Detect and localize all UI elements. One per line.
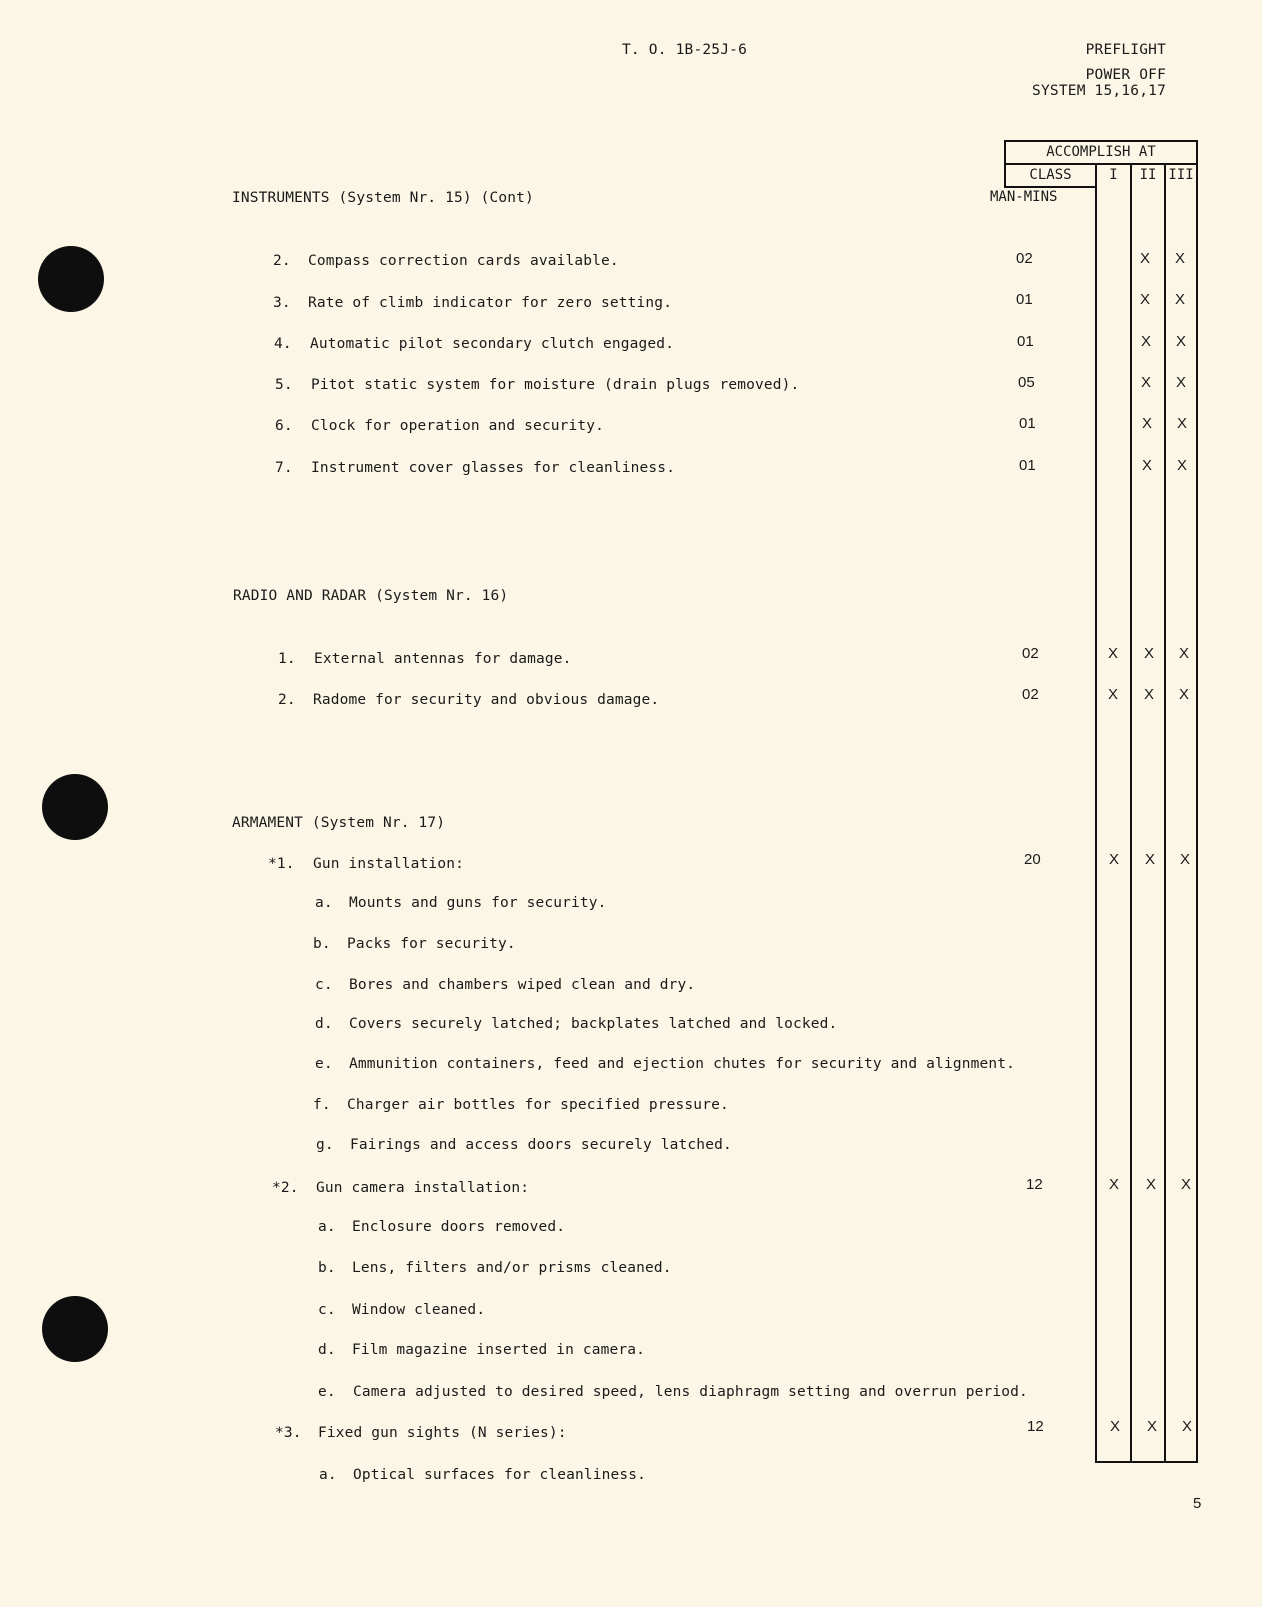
- class-i-header: I: [1109, 167, 1118, 183]
- condition-label: POWER OFF: [1085, 67, 1166, 83]
- class-iii-header: III: [1168, 167, 1194, 183]
- doc-number: T. O. 1B-25J-6: [622, 42, 748, 58]
- binder-hole-top: [38, 246, 104, 312]
- class-header: CLASS: [1029, 167, 1072, 183]
- binder-hole-middle: [42, 774, 108, 840]
- man-mins-header: MAN-MINS: [990, 189, 1058, 205]
- section-title-armament: ARMAMENT (System Nr. 17): [232, 815, 446, 831]
- accomplish-at-header: ACCOMPLISH AT: [1046, 144, 1156, 160]
- section-title-radio-radar: RADIO AND RADAR (System Nr. 16): [233, 588, 509, 604]
- section-title-instruments: INSTRUMENTS (System Nr. 15) (Cont): [232, 190, 534, 206]
- systems-label: SYSTEM 15,16,17: [1032, 83, 1166, 99]
- section-label: PREFLIGHT: [1085, 42, 1166, 58]
- class-ii-header: II: [1139, 167, 1157, 183]
- page-number: 5: [1193, 1495, 1202, 1512]
- binder-hole-bottom: [42, 1296, 108, 1362]
